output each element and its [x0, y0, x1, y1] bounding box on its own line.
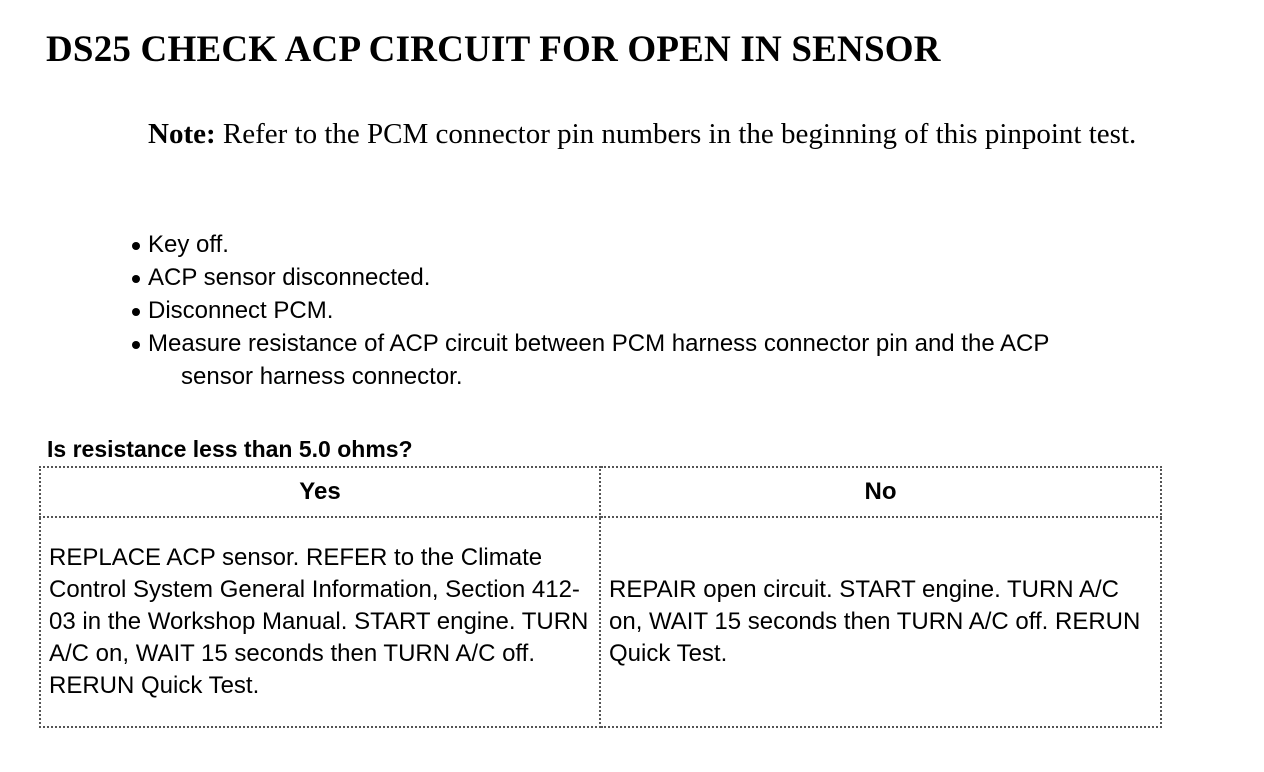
step-text: Disconnect PCM.	[148, 297, 334, 324]
yes-header: Yes	[40, 467, 600, 517]
no-action-cell: REPAIR open circuit. START engine. TURN A/C on, WAIT 15 seconds then TURN A/C off. RERUN Quick Test.	[600, 517, 1161, 727]
question-heading: Is resistance less than 5.0 ohms?	[47, 436, 413, 462]
table-row	[40, 517, 1161, 727]
yes-action-cell: REPLACE ACP sensor. REFER to the Climate Control System General Information, Section 412-03 in the Workshop Manual. START engine. TURN A/C on, WAIT 15 seconds then TURN A/C off. RERUN Quick Test.	[40, 517, 600, 727]
step-item	[132, 327, 1232, 393]
note-label: Note:	[148, 118, 216, 150]
answer-table	[39, 466, 1162, 728]
step-text: Key off.	[148, 231, 229, 258]
note-text: Refer to the PCM connector pin numbers in the beginning of this pinpoint test.	[215, 118, 1137, 150]
step-item	[132, 294, 1232, 327]
step-item	[132, 228, 1232, 261]
steps-list	[132, 228, 1232, 393]
page-title: DS25 CHECK ACP CIRCUIT FOR OPEN IN SENSOR	[46, 29, 941, 70]
table-header-row	[40, 467, 1161, 517]
note-paragraph	[148, 114, 1238, 154]
step-text: ACP sensor disconnected.	[148, 264, 431, 291]
no-header: No	[600, 467, 1161, 517]
step-text: Measure resistance of ACP circuit between PCM harness connector pin and the ACP	[148, 330, 1050, 357]
step-text-continuation: sensor harness connector.	[181, 363, 463, 390]
step-item	[132, 261, 1232, 294]
